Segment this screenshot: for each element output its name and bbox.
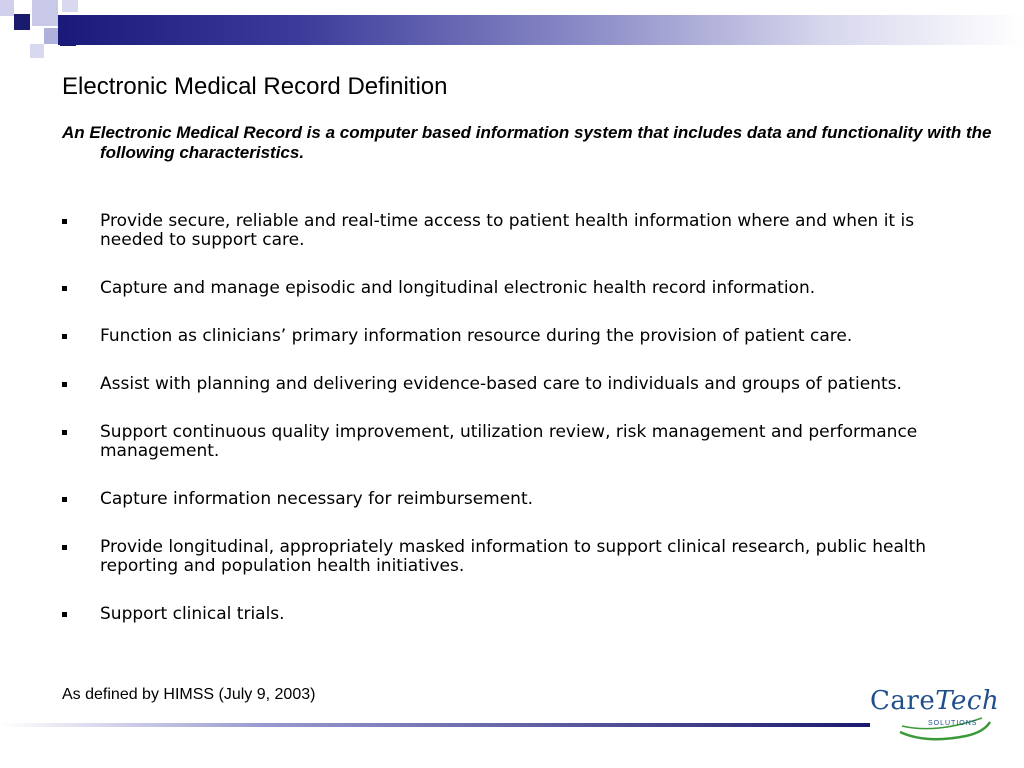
bullet-square-icon (62, 497, 67, 502)
bullet-square-icon (62, 545, 67, 550)
characteristics-list (62, 212, 982, 653)
bullet-square-icon (62, 286, 67, 291)
list-item-text: Support continuous quality improvement, utilization review, risk management and performance management. (100, 422, 918, 461)
decor-square (14, 14, 30, 30)
caretech-logo (866, 686, 1000, 746)
header-gradient-band (58, 15, 1024, 45)
list-item-text: Assist with planning and delivering evidence-based care to individuals and groups of patients. (100, 374, 902, 394)
decor-square (32, 0, 58, 26)
list-item-text: Provide secure, reliable and real-time access to patient health information where and when it is needed to support care. (100, 211, 915, 250)
list-item (62, 538, 982, 576)
list-item-text: Function as clinicians’ primary information resource during the provision of patient care. (100, 326, 853, 346)
list-item (62, 327, 982, 346)
bullet-square-icon (62, 219, 67, 224)
list-item (62, 279, 982, 298)
list-item (62, 423, 982, 461)
intro-paragraph: An Electronic Medical Record is a computer based information system that includes data and functionality with the following characteristics. (62, 123, 992, 162)
list-item (62, 490, 982, 509)
decor-square (30, 44, 44, 58)
decor-square (62, 0, 78, 12)
list-item (62, 605, 982, 624)
list-item-text: Provide longitudinal, appropriately masked information to support clinical research, public health reporting and population health initiatives. (100, 537, 927, 576)
logo-subtitle: SOLUTIONS (928, 720, 978, 727)
logo-word-care: Care (870, 686, 936, 716)
logo-word-tech: Tech (935, 686, 1000, 716)
decor-square (0, 0, 14, 16)
list-item (62, 212, 982, 250)
bullet-square-icon (62, 430, 67, 435)
footer-divider (0, 723, 870, 727)
logo-swoosh-icon (896, 714, 992, 744)
logo-wordmark (870, 686, 999, 716)
source-citation: As defined by HIMSS (July 9, 2003) (62, 686, 316, 703)
list-item (62, 375, 982, 394)
slide-title: Electronic Medical Record Definition (62, 73, 448, 100)
list-item-text: Support clinical trials. (100, 604, 285, 624)
bullet-square-icon (62, 334, 67, 339)
list-item-text: Capture and manage episodic and longitudinal electronic health record information. (100, 278, 816, 298)
list-item-text: Capture information necessary for reimbursement. (100, 489, 534, 509)
bullet-square-icon (62, 612, 67, 617)
bullet-square-icon (62, 382, 67, 387)
